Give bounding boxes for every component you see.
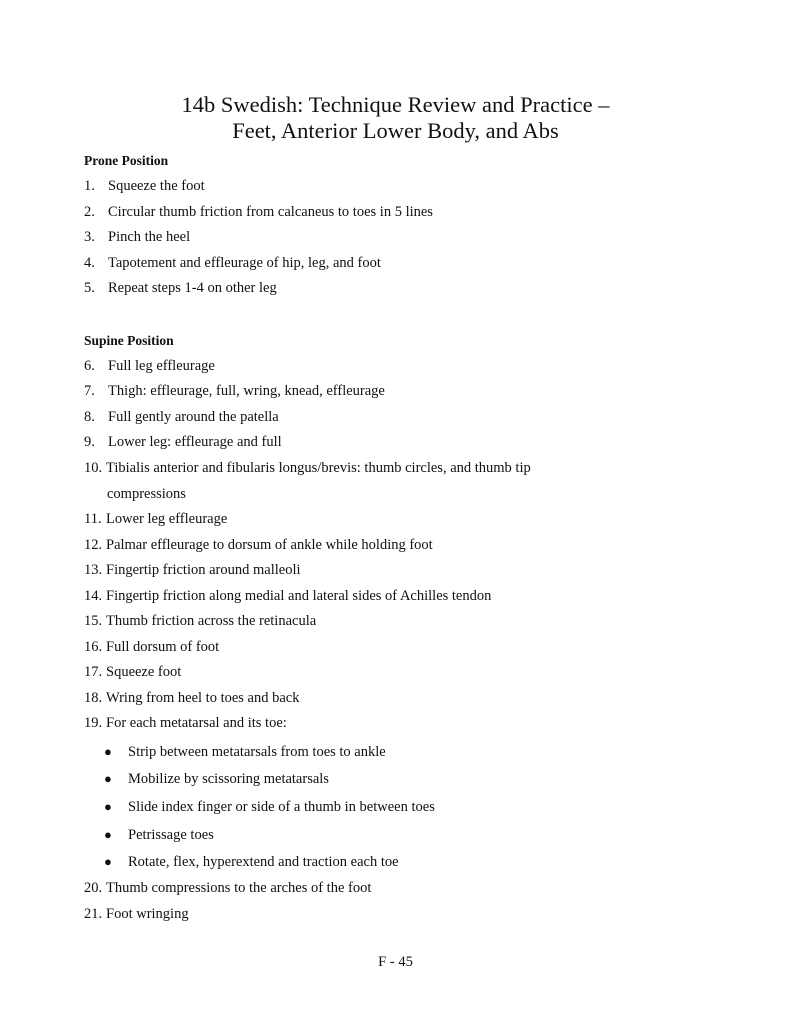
document-title-line-2: Feet, Anterior Lower Body, and Abs (232, 118, 559, 143)
list-text: Repeat steps 1-4 on other leg (108, 280, 277, 296)
list-number: 12. (84, 537, 103, 553)
sub-list-item (104, 826, 214, 844)
list-item (84, 409, 279, 426)
list-text: Lower leg: effleurage and full (108, 434, 282, 450)
sub-list-text: Mobilize by scissoring metatarsals (128, 771, 329, 787)
document-title-line-1: 14b Swedish: Technique Review and Practice – (181, 92, 610, 117)
sub-list-item (104, 743, 386, 761)
list-text: Full dorsum of foot (106, 639, 220, 655)
list-text: Thigh: effleurage, full, wring, knead, effleurage (108, 383, 385, 399)
list-number: 16. (84, 639, 103, 655)
list-item (84, 562, 301, 579)
list-text: Foot wringing (106, 906, 189, 922)
list-item (84, 434, 282, 451)
list-item (84, 460, 531, 477)
list-text: Fingertip friction along medial and lateral sides of Achilles tendon (106, 588, 492, 604)
list-number: 3. (84, 229, 95, 245)
list-item (84, 229, 190, 246)
list-number: 9. (84, 434, 95, 450)
list-text: Fingertip friction around malleoli (106, 562, 301, 578)
bullet-icon: ● (104, 827, 112, 842)
list-item-continuation: compressions (107, 486, 186, 502)
list-number: 10. (84, 460, 103, 476)
list-text: Thumb compressions to the arches of the foot (106, 880, 372, 896)
supine-position-heading: Supine Position (84, 333, 174, 348)
sub-list-text: Petrissage toes (128, 827, 214, 843)
list-item (84, 255, 381, 272)
list-number: 6. (84, 358, 95, 374)
list-text: Full leg effleurage (108, 358, 215, 374)
list-text: For each metatarsal and its toe: (106, 715, 287, 731)
sub-list-item (104, 853, 399, 871)
list-item (84, 588, 491, 605)
list-number: 20. (84, 880, 103, 896)
list-item (84, 280, 277, 297)
list-text: Lower leg effleurage (106, 511, 228, 527)
list-number: 5. (84, 280, 95, 296)
list-text: Tibialis anterior and fibularis longus/brevis: thumb circles, and thumb tip (106, 460, 531, 476)
list-text: Tapotement and effleurage of hip, leg, and foot (108, 255, 381, 271)
list-number: 15. (84, 613, 103, 629)
list-number: 11. (84, 511, 102, 527)
list-text: Full gently around the patella (108, 409, 279, 425)
page-number: F - 45 (378, 954, 413, 970)
list-item (84, 204, 433, 221)
list-number: 4. (84, 255, 95, 271)
list-number: 21. (84, 906, 103, 922)
list-item (84, 906, 189, 923)
list-text: Squeeze the foot (108, 178, 205, 194)
list-number: 17. (84, 664, 103, 680)
list-number: 2. (84, 204, 95, 220)
list-item (84, 715, 287, 732)
list-item (84, 613, 316, 630)
list-text: Pinch the heel (108, 229, 191, 245)
list-item (84, 537, 433, 554)
list-item (84, 639, 219, 656)
list-text: Palmar effleurage to dorsum of ankle while holding foot (106, 537, 433, 553)
list-text: Wring from heel to toes and back (106, 690, 300, 706)
bullet-icon: ● (104, 799, 112, 814)
list-text: Circular thumb friction from calcaneus to toes in 5 lines (108, 204, 433, 220)
list-item (84, 511, 227, 528)
sub-list-text: Strip between metatarsals from toes to ankle (128, 744, 386, 760)
bullet-icon: ● (104, 744, 112, 759)
bullet-icon: ● (104, 854, 112, 869)
sub-list-text: Rotate, flex, hyperextend and traction each toe (128, 854, 399, 870)
list-number: 1. (84, 178, 95, 194)
sub-list-item (104, 770, 329, 788)
list-number: 18. (84, 690, 103, 706)
list-number: 8. (84, 409, 95, 425)
list-item (84, 690, 300, 707)
prone-position-heading: Prone Position (84, 153, 169, 168)
list-item (84, 880, 371, 897)
list-text: Squeeze foot (106, 664, 182, 680)
sub-list-text: Slide index finger or side of a thumb in between toes (128, 799, 435, 815)
list-item (84, 383, 385, 400)
list-number: 13. (84, 562, 103, 578)
list-item (84, 178, 205, 195)
list-number: 7. (84, 383, 95, 399)
list-number: 19. (84, 715, 103, 731)
list-item (84, 664, 181, 681)
sub-list-item (104, 798, 435, 816)
list-number: 14. (84, 588, 103, 604)
list-item (84, 358, 215, 375)
bullet-icon: ● (104, 771, 112, 786)
list-text: Thumb friction across the retinacula (106, 613, 317, 629)
